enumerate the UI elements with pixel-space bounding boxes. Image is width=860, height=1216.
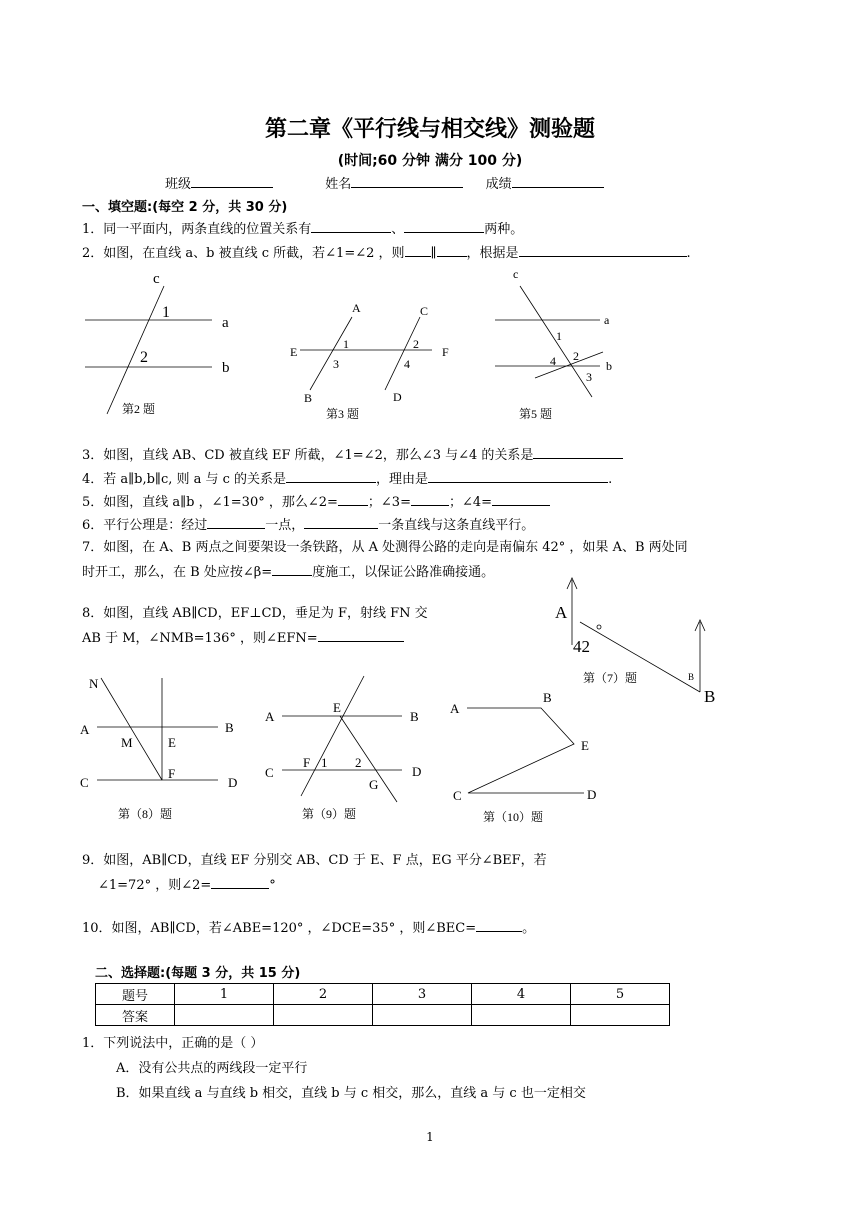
page-subtitle: (时间;60 分钟 满分 100 分) (337, 153, 523, 169)
q1-text: 1．同一平面内，两条直线的位置关系有 (82, 222, 312, 237)
fig8-label-N: N (89, 676, 99, 691)
q1-text-end: 两种。 (484, 222, 524, 237)
q2-text-mid: ，根据是 (466, 246, 519, 261)
q6-blank-2[interactable] (304, 514, 378, 529)
fig10-caption: 第（10）题 (483, 810, 544, 824)
answer-table-number: 5 (571, 984, 670, 1005)
figure-5 (495, 267, 612, 421)
fig8-label-B: B (225, 720, 234, 735)
q5-text-end: ；∠4= (448, 495, 493, 510)
q4-text-end: . (608, 472, 613, 487)
fig7-label-42: 42 (573, 637, 590, 656)
question-2 (82, 242, 691, 261)
q9-text-end: ° (269, 878, 276, 893)
fig10-label-B: B (543, 690, 552, 705)
fig3-caption: 第3 题 (326, 407, 360, 421)
question-6 (82, 514, 534, 533)
score-label: 成绩 (485, 177, 512, 192)
fig2-label-1: 1 (162, 304, 170, 321)
question-3 (82, 444, 623, 463)
q5-blank-3[interactable] (492, 491, 550, 506)
fig3-label-F: F (442, 345, 449, 359)
fig5-label-b: b (606, 359, 612, 373)
fig9-label-B: B (410, 709, 419, 724)
fig5-label-4: 4 (550, 354, 556, 368)
q2-text-end: . (686, 246, 691, 261)
fig7-caption: 第（7）题 (583, 671, 638, 685)
page-title: 第二章《平行线与相交线》测验题 (264, 117, 595, 142)
fig3-label-D: D (393, 390, 402, 404)
fig3-label-B: B (304, 391, 313, 405)
info-line (165, 173, 604, 192)
q6-blank-1[interactable] (207, 514, 265, 529)
fig9-label-F: F (303, 755, 311, 770)
fig8-label-D: D (228, 775, 238, 790)
answer-table-answer-row (96, 1005, 670, 1026)
section2-heading: 二、选择题:(每题 3 分，共 15 分) (95, 966, 301, 981)
q1-blank-2[interactable] (404, 218, 484, 233)
answer-cell[interactable] (175, 1005, 274, 1026)
fig7-label-A: A (555, 603, 568, 622)
q10-text-end: 。 (522, 921, 536, 936)
fig3-label-A: A (352, 301, 361, 315)
fig5-caption: 第5 题 (519, 407, 553, 421)
q4-blank-1[interactable] (286, 468, 376, 483)
q3-text: 3．如图，直线 AB、CD 被直线 EF 所截，∠1=∠2，那么∠3 与∠4 的关系是 (82, 448, 534, 463)
question-8 (82, 602, 428, 646)
fig10-label-E: E (581, 738, 589, 753)
q7-text-end: 度施工，以保证公路准确接通。 (312, 565, 495, 580)
fig5-label-1: 1 (556, 329, 562, 343)
class-label: 班级 (165, 177, 192, 192)
name-label: 姓名 (325, 177, 352, 192)
q5-blank-1[interactable] (338, 491, 368, 506)
q4-text-mid: ，理由是 (376, 472, 429, 487)
fig2-label-b: b (222, 360, 230, 376)
q1-blank-1[interactable] (311, 218, 391, 233)
answer-table-answer-label: 答案 (96, 1005, 175, 1026)
q8-text-line2: AB 于 M，∠NMB=136° ，则∠EFN= (82, 631, 318, 646)
fig9-label-1: 1 (321, 755, 328, 770)
fig2-label-c: c (153, 271, 160, 287)
fig8-caption: 第（8）题 (118, 807, 173, 821)
question-10 (82, 917, 535, 936)
q9-text-line1: 9．如图，AB∥CD，直线 EF 分别交 AB、CD 于 E、F 点，EG 平分∠BEF，若 (82, 853, 547, 868)
fig3-label-3: 3 (333, 357, 339, 371)
fig5-label-3: 3 (586, 370, 592, 384)
fig8-label-F: F (168, 766, 176, 781)
q6-text-mid: 一点， (265, 518, 305, 533)
fig10-label-D: D (587, 787, 597, 802)
answer-table (95, 983, 670, 1026)
q6-text: 6．平行公理是：经过 (82, 518, 208, 533)
answer-table-number: 1 (175, 984, 274, 1005)
q3-blank[interactable] (533, 444, 623, 459)
mc1-option-a: A．没有公共点的两线段一定平行 (116, 1061, 308, 1076)
fig2-caption: 第2 题 (122, 402, 156, 416)
q2-blank-3[interactable] (519, 242, 687, 257)
question-5 (82, 491, 550, 510)
figure-3 (290, 301, 449, 421)
q9-text-line2: ∠1=72° ，则∠2= (98, 878, 212, 893)
answer-cell[interactable] (472, 1005, 571, 1026)
fig5-label-c: c (513, 267, 519, 281)
answer-table-number: 4 (472, 984, 571, 1005)
fig3-label-C: C (420, 304, 429, 318)
answer-table-header-row (96, 984, 670, 1005)
class-blank[interactable] (191, 173, 273, 188)
question-1 (82, 218, 523, 237)
fig9-caption: 第（9）题 (302, 807, 357, 821)
fig3-label-4: 4 (404, 357, 410, 371)
q10-text: 10．如图，AB∥CD，若∠ABE=120° ，∠DCE=35° ，则∠BEC= (82, 921, 477, 936)
answer-table-number: 3 (373, 984, 472, 1005)
q5-text-mid: ；∠3= (367, 495, 411, 510)
answer-table-number: 2 (274, 984, 373, 1005)
name-blank[interactable] (351, 173, 463, 188)
q2-blank-2[interactable] (437, 242, 467, 257)
q2-blank-1[interactable] (405, 242, 431, 257)
answer-cell[interactable] (274, 1005, 373, 1026)
q5-text: 5．如图，直线 a∥b ，∠1=30° ，那么∠2= (82, 495, 338, 510)
fig5-label-2: 2 (573, 349, 579, 363)
fig9-label-G: G (369, 777, 379, 792)
fig9-label-C: C (265, 765, 274, 780)
fig9-label-D: D (412, 764, 422, 779)
figure-10 (450, 690, 596, 824)
figure-row-1 (0, 262, 860, 427)
fig8-label-A: A (80, 722, 90, 737)
fig7-label-beta: B (688, 672, 695, 682)
figure-9 (265, 676, 421, 821)
fig8-label-C: C (80, 775, 89, 790)
fig7-label-B: B (704, 687, 716, 706)
fig3-label-E: E (290, 345, 298, 359)
answer-cell[interactable] (373, 1005, 472, 1026)
q8-blank[interactable] (318, 627, 404, 642)
fig2-label-2: 2 (140, 349, 148, 366)
q7-blank[interactable] (272, 561, 312, 576)
q9-blank[interactable] (211, 874, 269, 889)
mc-question-1 (82, 1032, 586, 1101)
q6-text-end: 一条直线与这条直线平行。 (378, 518, 535, 533)
page-number: 1 (426, 1130, 434, 1144)
q5-blank-2[interactable] (411, 491, 449, 506)
figure-8 (80, 676, 237, 821)
fig3-label-2: 2 (413, 337, 419, 351)
fig8-label-E: E (168, 735, 176, 750)
q4-blank-2[interactable] (428, 468, 608, 483)
q7-text-line1: 7．如图，在 A、B 两点之间要架设一条铁路，从 A 处测得公路的走向是南偏东 42° ，如果 A、B 两处同 (82, 540, 688, 555)
fig9-label-2: 2 (355, 755, 362, 770)
answer-cell[interactable] (571, 1005, 670, 1026)
question-4 (82, 468, 612, 487)
mc1-stem: 1．下列说法中，正确的是（ ） (82, 1036, 264, 1051)
q2-sep: ∥ (430, 246, 437, 261)
fig9-label-A: A (265, 709, 275, 724)
answer-table-header-label: 题号 (96, 984, 175, 1005)
q8-text-line1: 8．如图，直线 AB∥CD，EF⊥CD，垂足为 F，射线 FN 交 (82, 606, 428, 621)
fig2-label-a: a (222, 315, 229, 331)
q1-sep: 、 (391, 222, 405, 237)
fig10-label-C: C (453, 788, 462, 803)
figure-2 (85, 271, 230, 416)
figure-row-2 (0, 668, 640, 828)
fig3-label-1: 1 (343, 337, 349, 351)
fig5-label-a: a (604, 313, 610, 327)
q2-text: 2．如图，在直线 a、b 被直线 c 所截，若∠1=∠2 ，则 (82, 246, 405, 261)
fig8-label-M: M (121, 735, 133, 750)
q4-text: 4．若 a∥b,b∥c, 则 a 与 c 的关系是 (82, 472, 287, 487)
question-9 (82, 849, 547, 893)
q7-text-line2: 时开工，那么，在 B 处应按∠β= (82, 565, 273, 580)
mc1-option-b: B．如果直线 a 与直线 b 相交，直线 b 与 c 相交，那么，直线 a 与 c 也一定相交 (116, 1086, 586, 1101)
score-blank[interactable] (512, 173, 604, 188)
fig9-label-E: E (333, 700, 341, 715)
section1-heading: 一、填空题:(每空 2 分，共 30 分) (82, 200, 288, 215)
fig10-label-A: A (450, 701, 460, 716)
q10-blank[interactable] (476, 917, 522, 932)
